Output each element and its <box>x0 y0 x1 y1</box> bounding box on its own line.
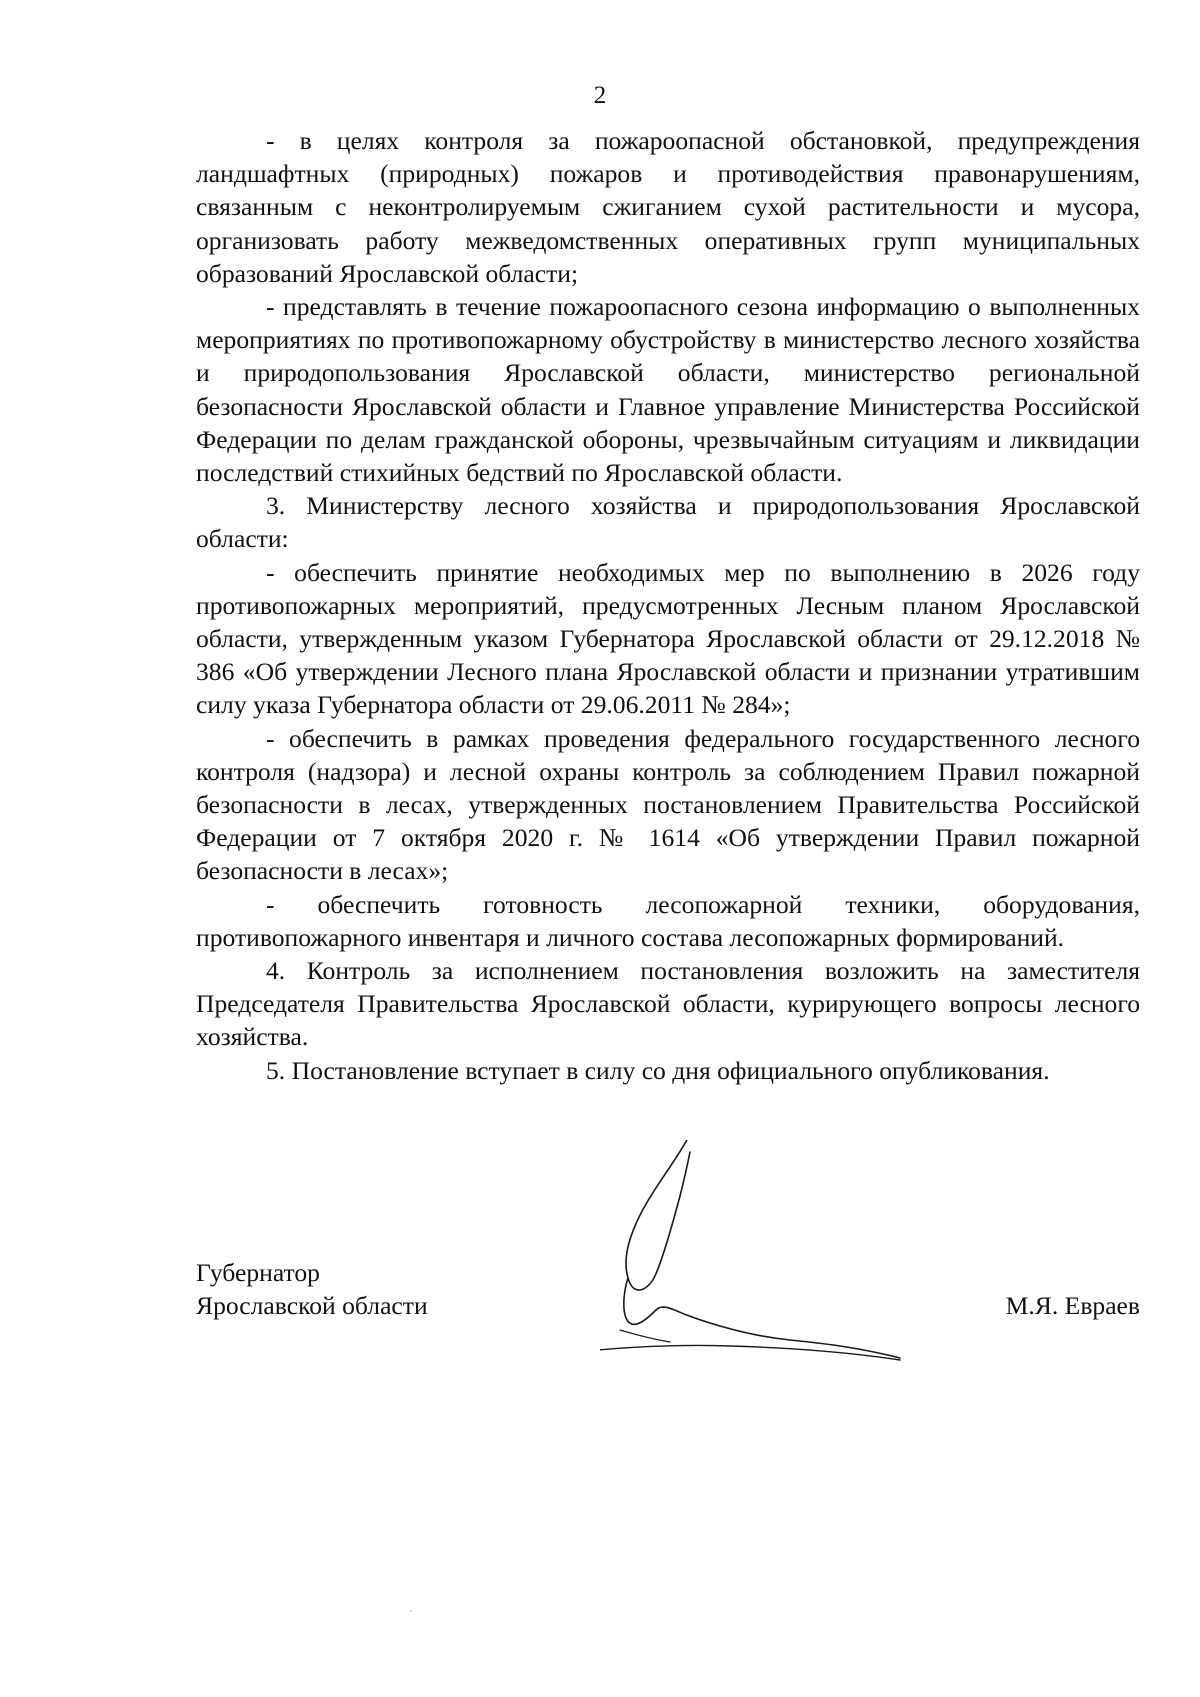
paragraph-item-4-control: 4. Контроль за исполнением постановления возложить на заместителя Председателя Правительства Ярославской области, курирующего вопросы лесного хозяйства. <box>196 956 1140 1052</box>
paragraph-forest-plan-measures: - обеспечить принятие необходимых мер по выполнению в 2026 году противопожарных мероприятий, предусмотренных Лесным планом Ярославской области, утвержденным указом Губернатора Ярославской области от 29.12.2018 № 386 «Об утверждении Лесного плана Ярославской области и признании утратившим силу указа Губернатора области от 29.06.2011 № 284»; <box>196 557 1140 720</box>
paragraph-fire-safety-control: - обеспечить в рамках проведения федерального государственного лесного контроля (надзора) и лесной охраны контроль за соблюдением Правил пожарной безопасности в лесах, утвержденных постановлением Правительства Российской Федерации от 7 октября 2020 г. № 1614 «Об утверждении Правил пожарной безопасности в лесах»; <box>196 723 1140 886</box>
page-number: 2 <box>593 82 607 109</box>
paragraph-item-3-ministry: 3. Министерству лесного хозяйства и природопользования Ярославской области: <box>196 491 1140 554</box>
paragraph-report-information: - представлять в течение пожароопасного сезона информацию о выполненных мероприятиях по противопожарному обустройству в министерство лесного хозяйства и природопользования Ярославской области, министерство региональной безопасности Ярославской области и Главное управление Министерства Российской Федерации по делам гражданской обороны, чрезвычайным ситуациям и ликвидации последствий стихийных бедствий по Ярославской области. <box>196 292 1140 488</box>
signatory-name: М.Я. Евраев <box>1005 1291 1140 1320</box>
paragraph-monitoring-groups: - в целях контроля за пожароопасной обстановкой, предупреждения ландшафтных (природных) пожаров и противодействия правонарушениям, связанным с неконтролируемым сжиганием сухой растительности и мусора, организовать работу межведомственных оперативных групп муниципальных образований Ярославской области; <box>196 126 1140 288</box>
paragraph-item-5-effective: 5. Постановление вступает в силу со дня официального опубликования. <box>266 1055 1050 1085</box>
signatory-position-line1: Губернатор <box>196 1258 320 1287</box>
signature-block <box>196 1256 1140 1336</box>
signatory-position-line2: Ярославской области <box>196 1291 428 1321</box>
scan-artifact-dot <box>410 1610 412 1612</box>
signatory-position <box>196 1256 428 1322</box>
paragraph-equipment-readiness: - обеспечить готовность лесопожарной техники, оборудования, противопожарного инвентаря и личного состава лесопожарных формирований. <box>196 889 1140 952</box>
document-body <box>196 124 1140 1087</box>
